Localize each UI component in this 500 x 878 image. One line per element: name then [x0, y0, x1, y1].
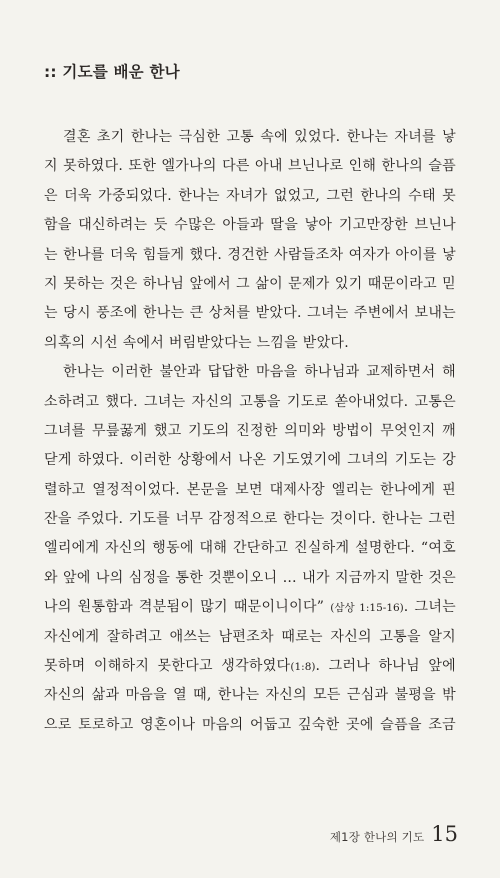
text-line: 의혹의 시선 속에서 버림받았다는 느낌을 받았다. — [44, 334, 349, 351]
page-number: 15 — [431, 822, 458, 846]
text-line: 한나는 이러한 불안과 답답한 마음을 하나님과 교제하면서 해 — [63, 364, 456, 381]
text-line: 소하려고 했다. 그녀는 자신의 고통을 기도로 쏟아내었다. 고통은 — [44, 393, 456, 410]
text-line: 닫게 하였다. 이러한 상황에서 나온 기도였기에 그녀의 기도는 강 — [44, 452, 456, 469]
text-line: 지 못하였다. 또한 엘가나의 다른 아내 브닌나로 인해 한나의 슬픔 — [44, 158, 456, 175]
text-line: 못하며 이해하지 못한다고 생각하였다(1:8). 그러나 하나님 앞에 — [44, 658, 456, 675]
scripture-citation: (1:8) — [290, 661, 316, 674]
running-header: 제1장 한나의 기도 — [329, 830, 425, 844]
text-line: 나의 원통함과 격분됨이 많기 때문이니이다” (삼상 1:15-16). 그녀는 — [44, 599, 456, 616]
text-line: 으로 토로하고 영혼이나 마음의 어둡고 깊숙한 곳에 슬픔을 조금 — [44, 716, 456, 733]
text-line: 와 앞에 나의 심정을 통한 것뿐이오니 … 내가 지금까지 말한 것은 — [44, 569, 456, 586]
section-heading: :: 기도를 배운 한나 — [44, 63, 180, 81]
page-footer — [330, 822, 458, 846]
scripture-citation: (삼상 1:15-16) — [330, 602, 404, 615]
text-line: 함을 대신하려는 듯 수많은 아들과 딸을 낳아 기고만장한 브닌나 — [44, 217, 456, 234]
text-line: 지 못하는 것은 하나님 앞에서 그 삶이 문제가 있기 때문이라고 믿 — [44, 275, 456, 292]
text-line: 렬하고 열정적이었다. 본문을 보면 대제사장 엘리는 한나에게 핀 — [44, 481, 456, 498]
text-line: 은 더욱 가중되었다. 한나는 자녀가 없었고, 그런 한나의 수태 못 — [44, 187, 456, 204]
text-line: 그녀를 무릎꿇게 했고 기도의 진정한 의미와 방법이 무엇인지 깨 — [44, 422, 456, 439]
body-text — [44, 123, 456, 740]
text-line: 결혼 초기 한나는 극심한 고통 속에 있었다. 한나는 자녀를 낳 — [63, 129, 456, 145]
text-line: 자신의 삶과 마음을 열 때, 한나는 자신의 모든 근심과 불평을 밖 — [44, 687, 456, 704]
text-line: 는 한나를 더욱 힘들게 했다. 경건한 사람들조차 여자가 아이를 낳 — [44, 246, 456, 263]
text-line: 엘리에게 자신의 행동에 대해 간단하고 진실하게 설명한다. “여호 — [44, 540, 456, 557]
text-line: 자신에게 잘하려고 애쓰는 남편조차 때로는 자신의 고통을 알지 — [44, 628, 456, 645]
text-line: 잔을 주었다. 기도를 너무 감정적으로 한다는 것이다. 한나는 그런 — [44, 511, 456, 528]
text-line: 는 당시 풍조에 한나는 큰 상처를 받았다. 그녀는 주변에서 보내는 — [44, 305, 456, 322]
